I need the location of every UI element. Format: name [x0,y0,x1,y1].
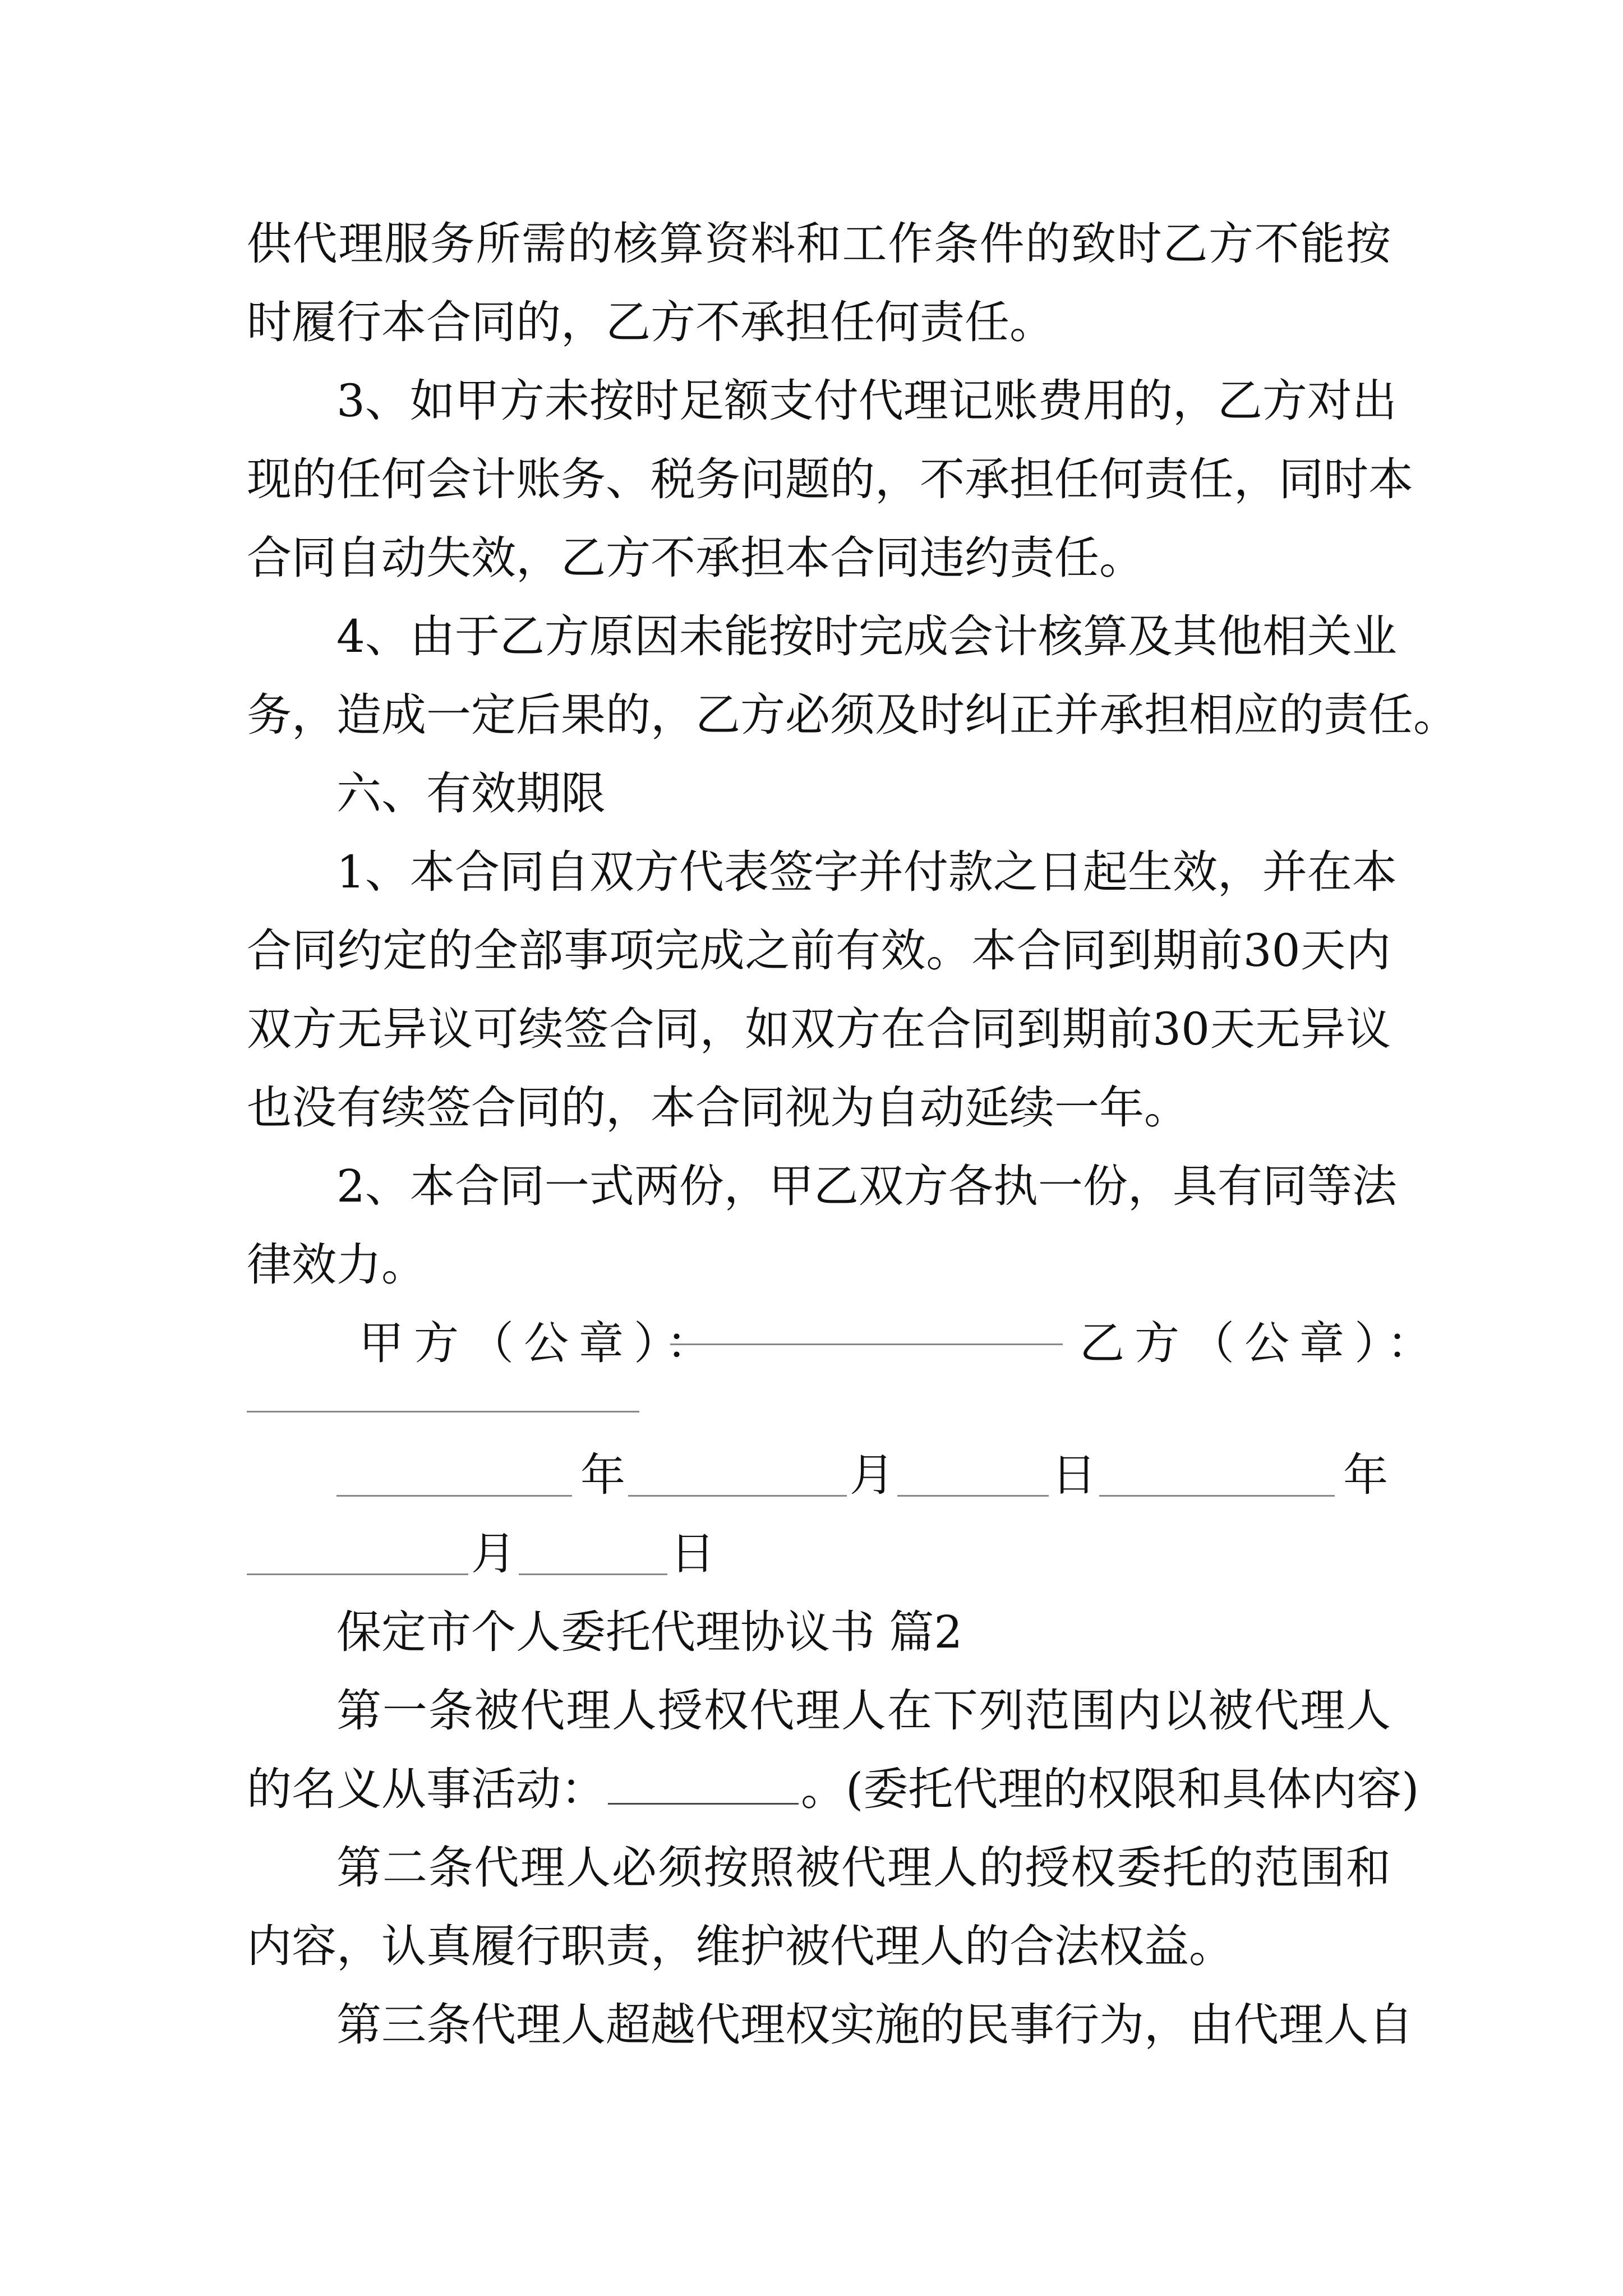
party-b-seal-label: 乙方（公章）： [1080,1317,1442,1369]
party-a-day-label: 日 [1052,1449,1096,1501]
activity-blank [608,1758,799,1805]
clause-4-line-2: 务，造成一定后果的，乙方必须及时纠正并承担相应的责任。 [247,689,1458,741]
page-bottom-margin [0,2132,1623,2296]
party-b-day-blank [519,1573,667,1575]
party-a-day-blank [897,1495,1049,1497]
article-1-suffix: 。(委托代理的权限和具体内容) [801,1763,1419,1815]
party-a-signature-line [670,1343,1063,1345]
party-b-day-label: 日 [670,1527,715,1580]
body-line-2: 时履行本合同的，乙方不承担任何责任。 [247,296,1054,348]
validity-2-line-1: 2、本合同一式两份，甲乙双方各执一份，具有同等法 [336,1160,1397,1212]
clause-3-line-3: 合同自动失效，乙方不承担本合同违约责任。 [247,532,1144,584]
clause-4-line-1: 4、由于乙方原因未能按时完成会计核算及其他相关业 [336,610,1397,662]
section-2-heading: 保定市个人委托代理协议书 篇2 [336,1606,963,1658]
validity-1-line-1: 1、本合同自双方代表签字并付款之日起生效，并在本 [336,846,1397,898]
party-b-month-label: 月 [471,1527,516,1580]
validity-1-line-2: 合同约定的全部事项完成之前有效。本合同到期前30天内 [247,924,1391,977]
article-2-line-1: 第二条代理人必须按照被代理人的授权委托的范围和 [336,1842,1391,1894]
party-a-month-blank [628,1495,847,1497]
article-1-line-2 [247,1750,1419,1829]
party-b-signature-line [247,1411,639,1412]
article-1-line-1: 第一条被代理人授权代理人在下列范围内以被代理人 [336,1685,1391,1737]
article-2-line-2: 内容，认真履行职责，维护被代理人的合法权益。 [247,1920,1234,1972]
validity-1-line-3: 双方无异议可续签合同，如双方在合同到期前30天无异议 [247,1003,1391,1055]
party-a-month-label: 月 [850,1449,895,1501]
party-a-year-label: 年 [580,1449,625,1501]
party-b-year-blank [1099,1495,1335,1497]
party-a-seal-label: 甲方（公章）： [359,1317,721,1369]
party-b-year-label: 年 [1343,1449,1388,1501]
body-line-1: 供代理服务所需的核算资料和工作条件的致时乙方不能按 [247,218,1391,270]
section-heading-validity: 六、有效期限 [336,767,606,820]
clause-3-line-1: 3、如甲方未按时足额支付代理记账费用的，乙方对出 [336,375,1397,427]
party-b-month-blank [247,1573,468,1575]
article-3-line-1: 第三条代理人超越代理权实施的民事行为，由代理人自 [336,1999,1413,2051]
validity-2-line-2: 律效力。 [247,1239,426,1291]
party-a-year-blank [336,1495,572,1497]
clause-3-line-2: 现的任何会计账务、税务问题的，不承担任何责任，同时本 [247,453,1413,505]
validity-1-line-4: 也没有续签合同的，本合同视为自动延续一年。 [247,1082,1189,1134]
article-1-prefix: 的名义从事活动： [247,1763,606,1815]
